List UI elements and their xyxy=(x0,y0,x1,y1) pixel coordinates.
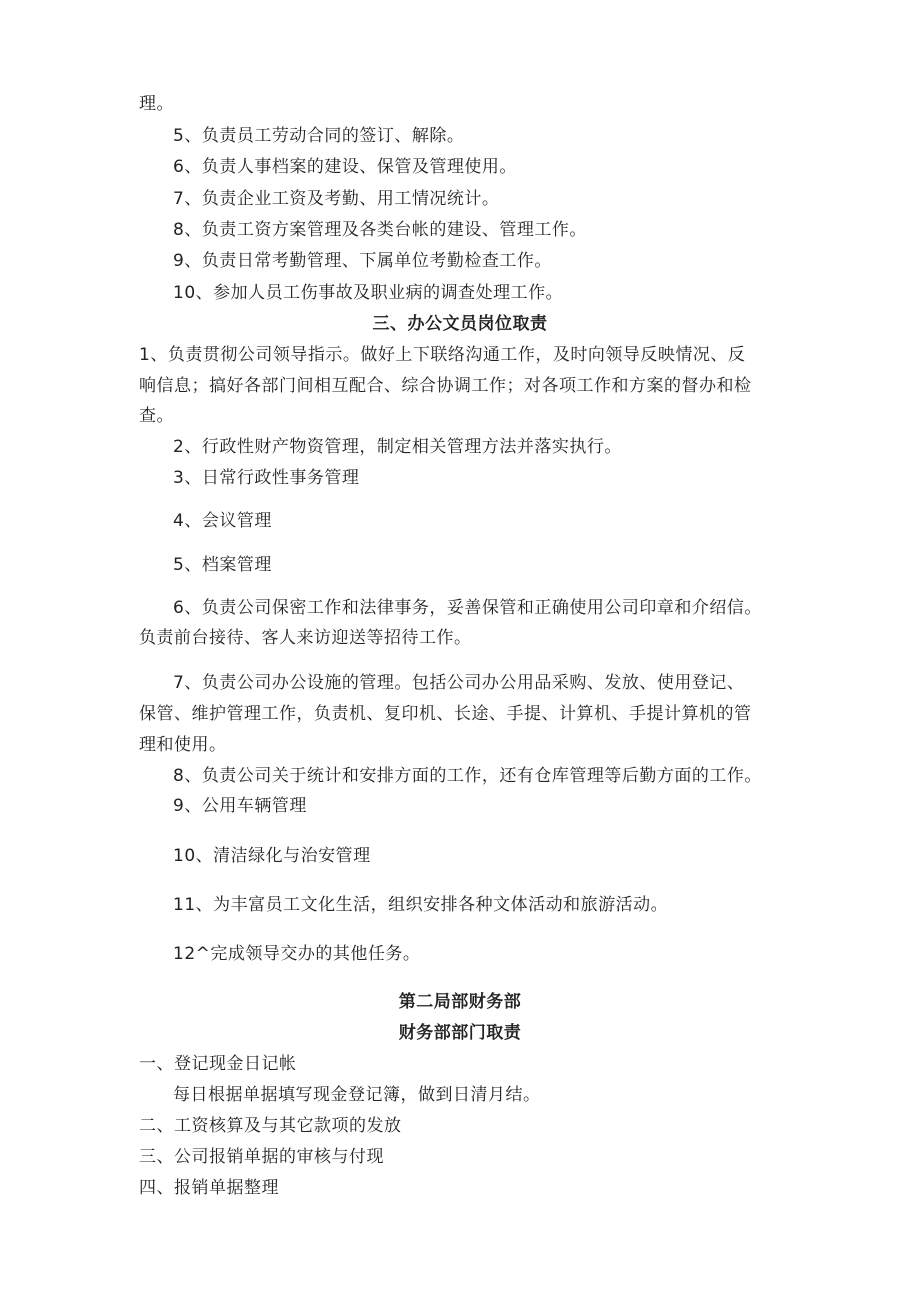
finance-item-detail: 每日根据单据填写现金登记簿，做到日清月结。 xyxy=(173,1085,541,1105)
list-item: 2、行政性财产物资管理，制定相关管理方法并落实执行。 xyxy=(173,437,622,457)
paragraph-line: 理和使用。 xyxy=(139,735,227,755)
finance-item: 一、登记现金日记帐 xyxy=(139,1054,297,1074)
list-item: 9、负责日常考勤管理、下属单位考勤检查工作。 xyxy=(173,251,552,271)
part-title: 第二局部财务部 xyxy=(398,992,522,1012)
paragraph-line: 响信息；搞好各部门间相互配合、综合协调工作；对各项工作和方案的督办和检 xyxy=(139,376,752,396)
list-item: 8、负责公司关于统计和安排方面的工作，还有仓库管理等后勤方面的工作。 xyxy=(173,766,762,786)
list-item: 7、负责企业工资及考勤、用工情况统计。 xyxy=(173,189,500,209)
finance-item: 二、工资核算及与其它款项的发放 xyxy=(139,1116,402,1136)
list-item: 10、清洁绿化与治安管理 xyxy=(173,846,371,866)
paragraph-line: 6、负责公司保密工作和法律事务，妥善保管和正确使用公司印章和介绍信。 xyxy=(173,598,762,618)
section-heading: 三、办公文员岗位取责 xyxy=(372,314,548,334)
paragraph-line: 7、负责公司办公设施的管理。包括公司办公用品采购、发放、使用登记、 xyxy=(173,673,745,693)
list-item: 8、负责工资方案管理及各类台帐的建设、管理工作。 xyxy=(173,220,587,240)
list-item: 11、为丰富员工文化生活，组织安排各种文体活动和旅游活动。 xyxy=(173,895,669,915)
paragraph-line: 1、负责贯彻公司领导指示。做好上下联络沟通工作，及时向领导反映情况、反 xyxy=(139,345,746,365)
list-item: 5、负责员工劳动合同的签订、解除。 xyxy=(173,126,465,146)
paragraph-line: 查。 xyxy=(139,406,174,426)
list-item: 10、参加人员工伤事故及职业病的调查处理工作。 xyxy=(173,283,564,303)
finance-item: 四、报销单据整理 xyxy=(139,1178,279,1198)
list-item: 6、负责人事档案的建设、保管及管理使用。 xyxy=(173,157,517,177)
list-item: 3、日常行政性事务管理 xyxy=(173,468,360,488)
list-item: 12^完成领导交办的其他任务。 xyxy=(173,944,421,964)
paragraph-line: 负责前台接待、客人来访迎送等招待工作。 xyxy=(139,628,472,648)
department-title: 财务部部门取责 xyxy=(398,1023,522,1043)
continued-text: 理。 xyxy=(139,94,174,114)
list-item: 5、档案管理 xyxy=(173,555,272,575)
paragraph-line: 保管、维护管理工作，负责机、复印机、长途、手提、计算机、手提计算机的管 xyxy=(139,704,752,724)
finance-item: 三、公司报销单据的审核与付现 xyxy=(139,1147,384,1167)
list-item: 4、会议管理 xyxy=(173,511,272,531)
list-item: 9、公用车辆管理 xyxy=(173,796,307,816)
